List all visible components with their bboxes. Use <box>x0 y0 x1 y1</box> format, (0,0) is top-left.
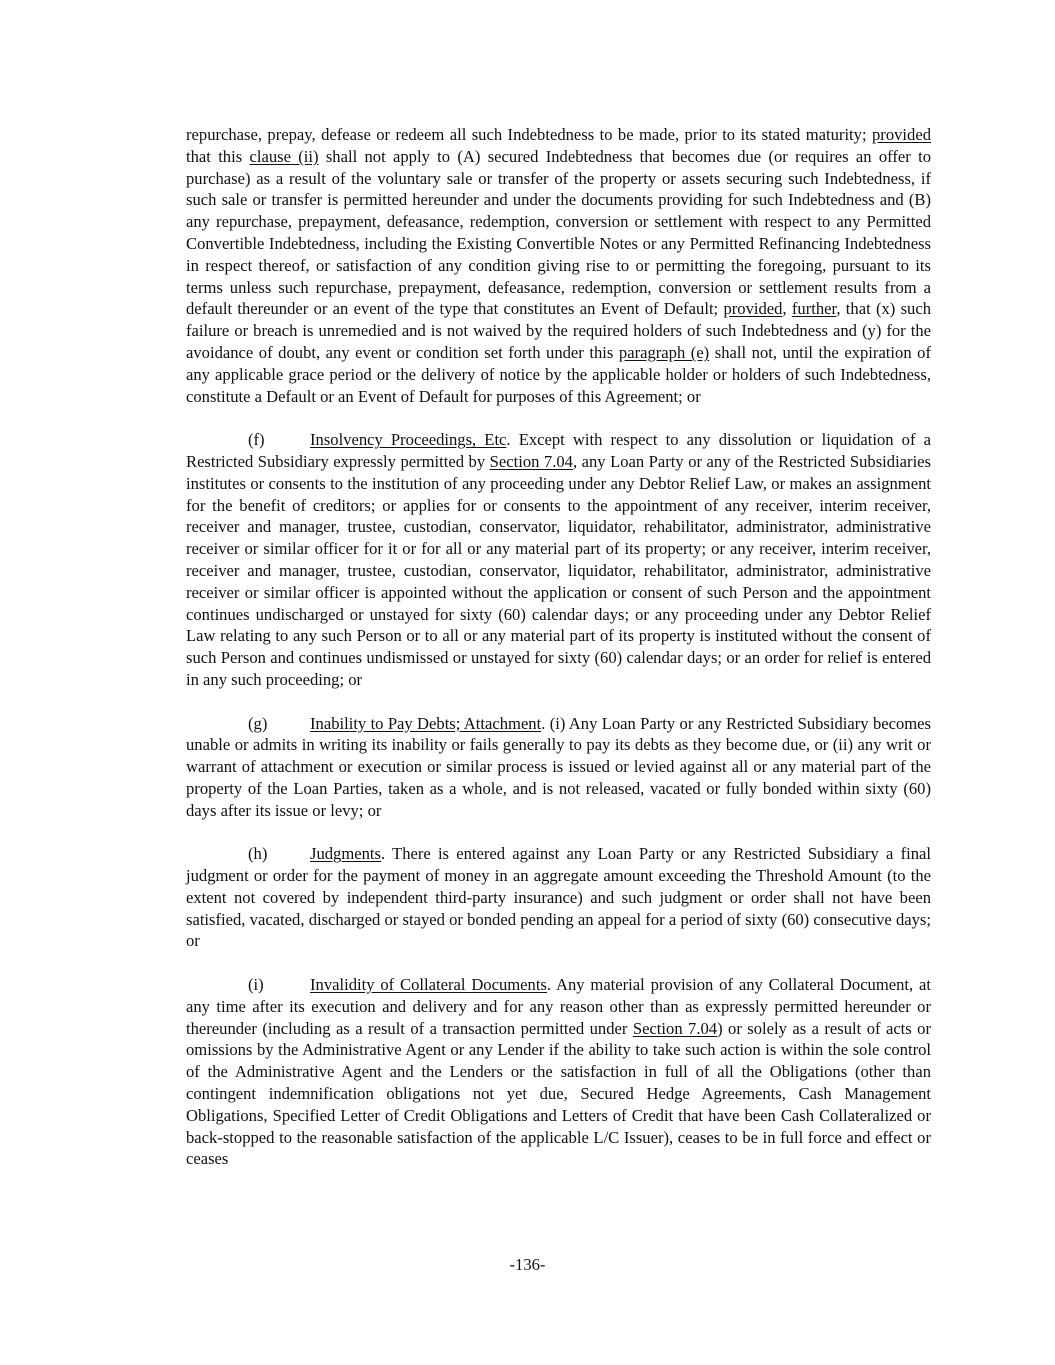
text-run: , that (x) such failure or breach is unremedied and is not waived by the required holders of such Indebtedness and (y) for the avoidance of doubt, any event or condition set forth under this <box>186 299 932 362</box>
section-heading: Inability to Pay Debts; Attachment <box>310 713 542 733</box>
section-reference: Section 7.04 <box>489 451 573 471</box>
text-run: shall not, until the expiration of any applicable grace period or the delivery of notice by the applicable holder or holders of such Indebtedness, constitute a Default or an Event of Default for purposes of this Agreement; or <box>186 342 931 406</box>
section-g <box>186 713 931 822</box>
text-run: . Any material provision of any Collateral Document, at any time after its execution and delivery and for any reason other than as expressly permitted hereunder or thereunder (including as a result of a transaction permitted under <box>186 975 932 1038</box>
provided-term: provided <box>872 125 931 144</box>
provided-term: provided <box>723 299 783 319</box>
section-f <box>186 429 931 691</box>
section-heading: Invalidity of Collateral Documents <box>310 975 547 995</box>
clause-reference: clause (ii) <box>249 146 319 166</box>
text-run: that this <box>186 146 250 166</box>
section-label: (i) <box>248 975 264 995</box>
text-run: repurchase, prepay, defease or redeem all such Indebtedness to be made, prior to its stated maturity; <box>186 125 872 144</box>
section-heading: Insolvency Proceedings, Etc <box>310 430 507 450</box>
document-page <box>186 124 931 1192</box>
section-i <box>186 974 931 1170</box>
text-run: , <box>782 299 792 319</box>
section-label: (f) <box>248 430 265 450</box>
page-number: -136- <box>509 1255 546 1274</box>
section-label: (h) <box>248 844 268 864</box>
section-h <box>186 843 931 952</box>
text-run: shall not apply to (A) secured Indebtedness that becomes due (or requires an offer to purchase) as a result of the voluntary sale or transfer of the property or assets securing such Indebtedness, if such sale or transfer is permitted hereunder and under the documents providing for such Indebtedness and (B) any repurchase, prepayment, defeasance, redemption, conversion or settlement with respect to any Permitted Convertible Indebtedness, including the Existing Convertible Notes or any Permitted Refinancing Indebtedness in respect thereof, or satisfaction of any condition giving rise to or permitting the foregoing, pursuant to its terms unless such repurchase, prepayment, defeasance, redemption, conversion or settlement results from a default thereunder or an event of the type that constitutes an Event of Default; <box>186 146 931 319</box>
section-heading: Judgments <box>310 844 381 864</box>
text-run: . There is entered against any Loan Party or any Restricted Subsidiary a final judgment or order for the payment of money in an aggregate amount exceeding the Threshold Amount (to the extent not covered by independent third-party insurance) and such judgment or order shall not have been satisfied, vacated, discharged or stayed or bonded pending an appeal for a period of sixty (60) consecutive days; or <box>186 844 931 951</box>
text-run: , any Loan Party or any of the Restricted Subsidiaries institutes or consents to the institution of any proceeding under any Debtor Relief Law, or makes an assignment for the benefit of creditors; or applies for or consents to the appointment of any receiver, interim receiver, receiver and manager, trustee, custodian, conservator, liquidator, rehabilitator, administrator, administrative receiver or similar officer for it or for all or any material part of its property; or any receiver, interim receiver, receiver and manager, trustee, custodian, conservator, liquidator, rehabilitator, administrator, administrative receiver or similar officer is appointed without the application or consent of such Person and the appointment continues undischarged or unstayed for sixty (60) calendar days; or any proceeding under any Debtor Relief Law relating to any such Person or to all or any material part of its property is instituted without the consent of such Person and continues undismissed or unstayed for sixty (60) calendar days; or an order for relief is entered in any such proceeding; or <box>186 451 932 689</box>
text-run: . (i) Any Loan Party or any Restricted Subsidiary becomes unable or admits in writing its inability or fails generally to pay its debts as they become due, or (ii) any writ or warrant of attachment or execution or similar process is issued or levied against all or any material part of the property of the Loan Parties, taken as a whole, and is not released, vacated or fully bonded within sixty (60) days after its issue or levy; or <box>186 713 931 820</box>
text-run: ) or solely as a result of acts or omissions by the Administrative Agent or any Lender if the ability to take such action is within the sole control of the Administrative Agent and the Lenders or the satisfaction in full of all the Obligations (other than contingent indemnification obligations not yet due, Secured Hedge Agreements, Cash Management Obligations, Specified Letter of Credit Obligations and Letters of Credit that have been Cash Collateralized or back-stopped to the reasonable satisfaction of the applicable L/C Issuer), ceases to be in full force and effect or ceases <box>186 1018 932 1169</box>
further-term: further <box>791 299 837 319</box>
paragraph-reference: paragraph (e) <box>618 342 710 362</box>
section-label: (g) <box>248 713 268 733</box>
continuation-paragraph <box>186 124 931 407</box>
text-run: . Except with respect to any dissolution or liquidation of a Restricted Subsidiary expressly permitted by <box>186 430 931 471</box>
section-reference: Section 7.04 <box>632 1018 718 1038</box>
